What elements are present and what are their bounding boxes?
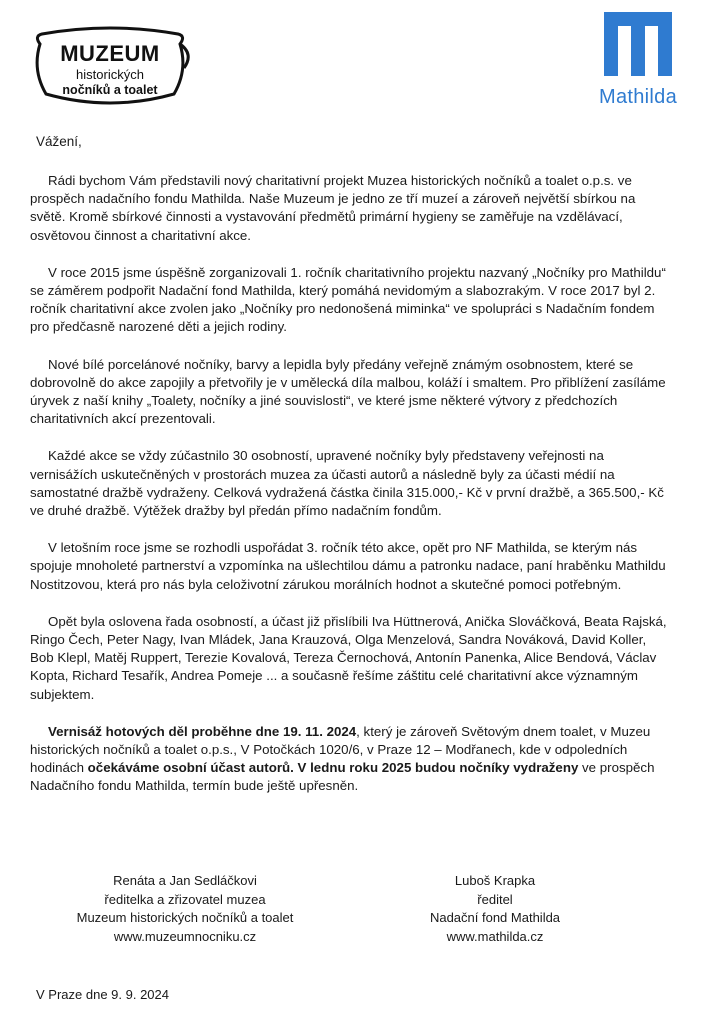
letter-body: [30, 172, 670, 815]
paragraph-3: Nové bílé porcelánové nočníky, barvy a lepidla byly předány veřejně známým osobnostem, které se dobrovolně do akce zapojily a přetvořily je v umělecká díla malbou, koláží i smaltem. Pro přiblížení zasíláme úryvek z naší knihy „Toalety, nočníky a jiné souvislosti“, ve které jsme některé výtvory z předchozích charitativních akcí prezentovali.: [30, 356, 666, 427]
signature-left-web: www.muzeumnocniku.cz: [113, 928, 257, 944]
paragraph-7: [30, 723, 670, 796]
signature-left-role: ředitelka a zřizovatel muzea: [104, 891, 266, 907]
paragraph-2: V roce 2015 jsme úspěšně zorganizovali 1. ročník charitativního projektu nazvaný „Nočníky pro Mathildu“ se záměrem podpořit Nadační fond Mathilda, který pomáhá nevidomým a slabozrakým. V roce 2017 byl 2. ročník charitativní akce zvolen jako „Nočníky pro nedonošená miminka“ ve spolupráci s Nadačním fondem pro předčasně narozené děti a jejich rodiny.: [30, 264, 666, 335]
signature-mathilda: [380, 872, 610, 946]
signature-right-web: www.mathilda.cz: [446, 928, 544, 944]
signature-left-org: Muzeum historických nočníků a toalet: [76, 910, 294, 925]
paragraph-1: Rádi bychom Vám představili nový charitativní projekt Muzea historických nočníků a toalet o.p.s. ve prospěch nadačního fondu Mathilda. Naše Muzeum je jedno ze tří muzeí a zároveň největší sbírkou na světě. Kromě sbírkové činnosti a vystavování předmětů primární hygieny se zaměřuje na vzdělávací, osvětovou činnost a charitativní akce.: [30, 173, 636, 243]
museum-logo: [30, 20, 190, 108]
mathilda-logo-mark: [600, 12, 676, 76]
auction-date: V lednu roku 2025 budou nočníky vydraženy: [297, 760, 579, 776]
signature-right-org: Nadační fond Mathilda: [429, 910, 561, 925]
vernissage-date: Vernisáž hotových děl proběhne dne 19. 11. 2024: [48, 723, 357, 739]
mathilda-logo: [588, 12, 688, 108]
place-and-date: V Praze dne 9. 9. 2024: [36, 987, 169, 1002]
authors-attendance: očekáváme osobní účast autorů.: [87, 760, 294, 776]
signature-left-name: Renáta a Jan Sedláčkovi: [113, 873, 257, 888]
paragraph-4: Každé akce se vždy zúčastnilo 30 osobností, upravené nočníky byly představeny veřejnosti na vernisážích uskutečněných v prostorách muzea za účasti autorů a následně byly za účasti médií na samostatné dražbě vydraženy. Celková vydražená částka činila 315.000,- Kč v první dražbě, a 365.500,- Kč ve druhé dražbě. Výtěžek dražby byl předán přímo nadačním fondům.: [30, 448, 664, 519]
paragraph-7-text3: ve prospěch Nadačního fondu Mathilda, termín bude ještě upřesněn.: [30, 760, 655, 794]
museum-logo-title: MUZEUM: [60, 41, 160, 66]
signature-right-name: Luboš Krapka: [454, 873, 536, 888]
museum-logo-line3: nočníků a toalet: [62, 83, 158, 97]
salutation: Vážení,: [36, 134, 82, 149]
museum-logo-line2: historických: [76, 67, 144, 82]
mathilda-wordmark: Mathilda: [599, 86, 677, 108]
signature-right-role: ředitel: [477, 891, 513, 907]
signature-museum: [30, 872, 340, 946]
paragraph-7-text1: , který je zároveň Světovým dnem toalet, v Muzeu historických nočníků a toalet o.p.s., V Potočkách 1020/6, v Praze 12 – Modřanech, kde v odpoledních hodinách: [30, 723, 651, 776]
paragraph-5: V letošním roce jsme se rozhodli uspořádat 3. ročník této akce, opět pro NF Mathilda, se kterým nás spojuje mnoholeté partnerství a vzpomínka na ušlechtilou dámu a patronku nadace, paní hraběnku Mathildu Nostitzovou, která pro nás byla celoživotní zárukou morálních hodnot a skutečné pomoci potřebným.: [30, 540, 666, 592]
paragraph-6: Opět byla oslovena řada osobností, a účast již přislíbili Iva Hüttnerová, Anička Slováčková, Beata Rajská, Ringo Čech, Peter Nagy, Ivan Mládek, Jana Krauzová, Olga Menzelová, Sandra Nováková, David Koller, Bob Klepl, Matěj Ruppert, Terezie Kovalová, Tereza Černochová, Antonín Panenka, Alice Bendová, Václav Kopta, Richard Tesařík, Andrea Pomeje ... a současně řešíme záštitu celé charitativní akce významným subjektem.: [30, 613, 667, 702]
